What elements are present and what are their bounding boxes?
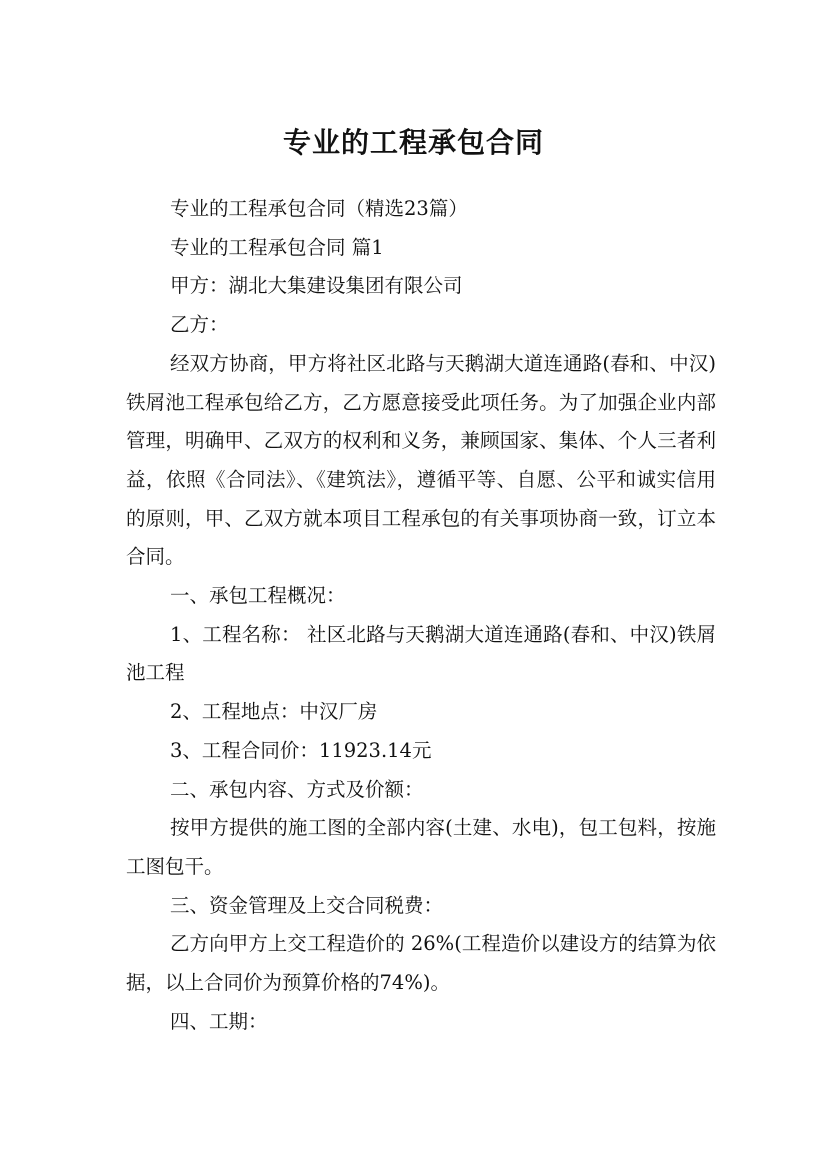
paragraph-subtitle: 专业的工程承包合同（精选23篇）	[170, 197, 468, 220]
paragraph-clause-4-heading: 四、工期：	[170, 1009, 268, 1033]
paragraph-party-b: 乙方：	[170, 313, 229, 337]
document-title: 专业的工程承包合同	[282, 125, 544, 159]
paragraph-project-location: 2、工程地点：中汉厂房	[170, 700, 378, 724]
paragraph-clause-3-heading: 三、资金管理及上交合同税费：	[170, 893, 444, 917]
paragraph-contract-price: 3、工程合同价：11923.14元	[170, 738, 432, 762]
paragraph-clause-1-heading: 一、承包工程概况：	[170, 584, 346, 608]
paragraph-scope: 按甲方提供的施工图的全部内容(土建、水电)，包工包料，按施工图包干。	[126, 816, 716, 878]
paragraph-party-a: 甲方：湖北大集建设集团有限公司	[170, 274, 463, 298]
paragraph-clause-2-heading: 二、承包内容、方式及价额：	[170, 777, 424, 801]
paragraph-section-heading: 专业的工程承包合同 篇1	[170, 235, 384, 259]
paragraph-project-name: 1、工程名称： 社区北路与天鹅湖大道连通路(春和、中汉)铁屑池工程	[126, 622, 716, 685]
paragraph-preamble: 经双方协商，甲方将社区北路与天鹅湖大道连通路(春和、中汉)铁屑池工程承包给乙方，乙方愿意接受此项任务。为了加强企业内部管理，明确甲、乙双方的权利和义务，兼顾国家、集体、个人三者利益，依照《合同法》、《建筑法》，遵循平等、自愿、公平和诚实信用的原则，甲、乙双方就本项目工程承包的有关事项协商一致，订立本合同。	[126, 351, 716, 569]
document-body	[126, 190, 716, 1041]
paragraph-fee: 乙方向甲方上交工程造价的 26%(工程造价以建设方的结算为依据，以上合同价为预算价格的74%)。	[126, 932, 716, 995]
